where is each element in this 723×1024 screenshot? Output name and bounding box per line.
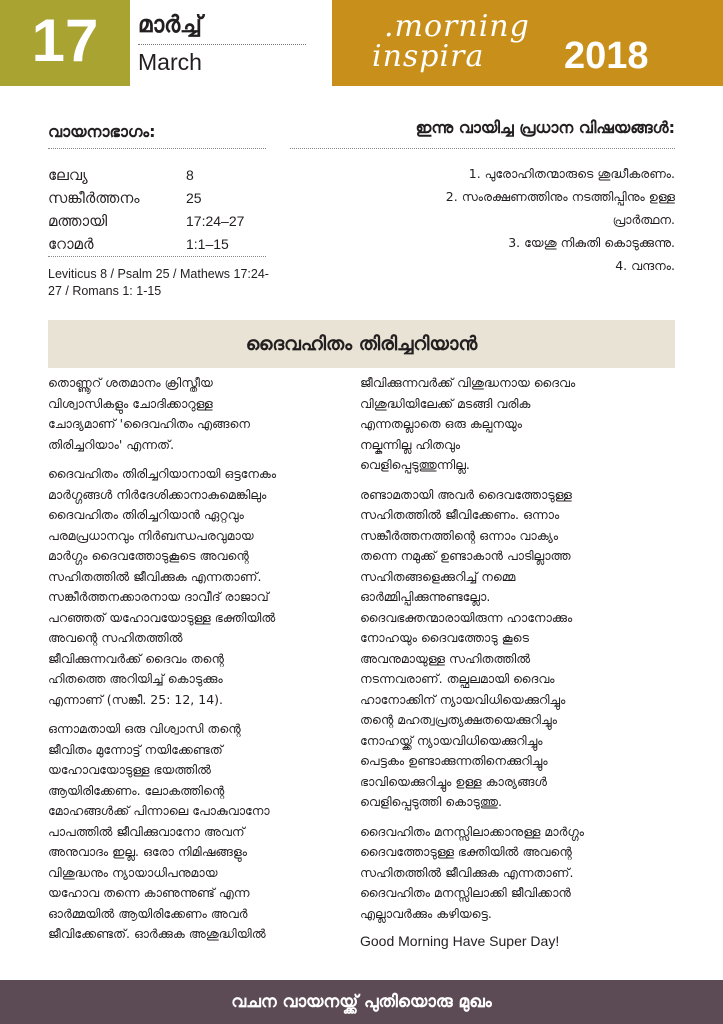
article-line: തന്നെ നമുക്ക് ഉണ്ടാകാൻ പാടില്ലാത്ത [360,548,571,563]
article-line: വിശുദ്ധിയിലേക്ക് മടങ്ങി വരിക [360,395,531,411]
month-malayalam: മാർച്ച് [138,12,202,38]
reading-row [48,186,278,209]
article-paragraph [48,719,338,945]
article-column-left [48,373,338,954]
english-readings-line: Leviticus 8 / Psalm 25 / Mathews 17:24- [48,267,269,281]
article-column-right [360,373,680,949]
reading-row [48,232,278,255]
article-line: അവനുമായുള്ള സഹിതത്തിൽ [360,650,531,666]
article-line: മാർഗ്ഗങ്ങൾ നിർദേശിക്കാനാകുമെങ്കിലും [48,486,267,502]
day-number: 17 [31,7,99,74]
article-line: ഒന്നാമതായി ഒരു വിശ്വാസി തന്റെ [48,721,241,736]
readings-divider [48,148,266,149]
article-line: സങ്കീർത്തനത്തിന്റെ ഒന്നാം വാക്യം [360,527,559,543]
article-title: ദൈവഹിതം തിരിച്ചറിയാൻ [245,333,478,355]
article-line: വെളിപ്പെടുത്തി കൊടുത്തു. [360,794,503,809]
article-line: വിശ്വാസികളും ചോദിക്കാറുള്ള [48,395,213,411]
article-line: ദൈവഹിതം മനസ്സിലാക്കി ജീവിക്കാൻ [360,885,571,900]
topic-item: പ്രാർത്ഥന. [612,212,675,227]
article-line: ദൈവഹിതം തിരിച്ചറിയാനായി ഒട്ടനേകം [48,466,277,481]
article-line: സഹിതങ്ങളെക്കുറിച്ച് നമ്മെ [360,568,516,584]
article-line: ജീവിക്കേണ്ടത്. ഓർക്കുക അശുദ്ധിയിൽ [48,926,266,941]
article-line: തന്റെ മഹത്വപ്രത്യക്ഷതയെക്കുറിച്ചും [360,712,557,727]
article-line: പരമപ്രധാനവും നിർബന്ധപരവുമായ [48,527,254,543]
reading-book: ലേവ്യ [48,165,88,184]
brand-logo-inspira: inspira [372,39,485,74]
english-readings [48,266,328,300]
article-line: അവന്റെ സഹിതത്തിൽ [48,630,183,645]
article-line: ജീവിക്കുന്നവർക്ക് വിശുദ്ധനായ ദൈവം [360,375,576,390]
article-line: സഹിതത്തിൽ ജീവിക്കുക എന്നതാണ്. [360,864,574,880]
topic-item: 2. സംരക്ഷണത്തിനും നടത്തിപ്പിനും ഉള്ള [445,189,675,204]
article-line: യഹോവ തന്നെ കാണുന്നുണ്ട് എന്ന [48,885,250,900]
article-paragraph [48,373,338,455]
article-line: ഓർമ്മയിൽ ആയിരിക്കേണം അവർ [48,905,248,921]
reading-book: റോമർ [48,234,94,253]
page-footer [0,980,723,1024]
article-line: വെളിപ്പെടുത്തുന്നില്ല. [360,457,470,472]
topic-item: 3. യേശു നികുതി കൊടുക്കുന്നു. [508,235,675,250]
topic-item: 4. വന്ദനം. [615,258,675,273]
article-line: സഹിതത്തിൽ ജീവിക്കേണം. ഒന്നാം [360,507,560,522]
closing-greeting: Good Morning Have Super Day! [360,933,560,949]
article-line: തൊണ്ണൂറ് ശതമാനം ക്രിസ്തീയ [48,375,213,390]
article-line: ചോദ്യമാണ് 'ദൈവഹിതം എങ്ങനെ [48,416,250,431]
article-paragraph [360,822,680,925]
month-english: March [138,49,202,75]
article-line: മാർഗ്ഗം ദൈവത്തോടുകൂടെ അവന്റെ [48,548,249,563]
article-line: നടന്നവരാണ്. തല്ഫലമായി ദൈവം [360,671,555,686]
reading-row [48,163,278,186]
article-line: നോഹയും ദൈവത്തോടു കൂടെ [360,630,529,645]
article-paragraph [360,485,680,813]
page-header [0,0,723,86]
topics-list [320,162,675,277]
date-box [0,0,130,86]
topics-heading: ഇന്നു വായിച്ച പ്രധാന വിഷയങ്ങൾ: [415,118,675,137]
footer-tagline: വചന വായനയ്ക്ക് പുതിയൊരു മുഖം [231,992,492,1012]
article-line: ദൈവഭക്തന്മാരായിരുന്ന ഹാനോക്കും [360,609,573,625]
article-line: പറഞ്ഞത് യഹോവയോടുള്ള ഭക്തിയിൽ [48,609,276,625]
article-paragraph [360,373,680,476]
reading-book: സങ്കീർത്തനം [48,188,140,207]
article-line: സഹിതത്തിൽ ജീവിക്കുക എന്നതാണ്. [48,568,262,584]
article-line: എല്ലാവർക്കും കഴിയട്ടെ. [360,905,492,921]
article-line: സങ്കീർത്തനക്കാരനായ ദാവീദ് രാജാവ് [48,589,269,604]
article-line: ഭാവിയെക്കുറിച്ചും ഉള്ള കാര്യങ്ങൾ [360,773,547,789]
reading-book: മത്തായി [48,211,108,230]
article-line: ഹിതത്തെ അറിയിച്ച് കൊടുക്കും [48,671,223,686]
reading-ref: 17:24–27 [186,212,245,229]
article-line: പാപത്തിൽ ജീവിക്കുവാനോ അവന് [48,823,245,839]
article-line: അനുവാദം ഇല്ല. ഒരോ നിമിഷങ്ങളും [48,844,248,859]
article-line: ആയിരിക്കേണം. ലോകത്തിന്റെ [48,782,225,798]
article-line: രണ്ടാമതായി അവർ ദൈവത്തോടുള്ള [360,486,572,502]
article-line: നല്കുന്നില്ല ഹിതവും [360,436,461,452]
reading-ref: 1:1–15 [186,235,229,252]
english-readings-line: 27 / Romans 1: 1-15 [48,284,162,298]
article-line: വിശുദ്ധനും ന്യായാധിപനുമായ [48,864,218,880]
article-line: ഓർമ്മിപ്പിക്കുന്നുണ്ടല്ലോ. [360,589,491,604]
article-line: ജീവിക്കുന്നവർക്ക് ദൈവം തന്റെ [48,650,224,666]
article-line: ഹാനോക്കിന് ന്യായവിധിയെക്കുറിച്ചും [360,691,566,707]
brand-logo-morning: .morning [384,9,530,44]
readings-heading: വായനാഭാഗം: [48,122,156,141]
article-line: ദൈവത്തോടുള്ള ഭക്തിയിൽ അവന്റെ [360,844,572,859]
article-line: യഹോവയോടുള്ള ഭയത്തിൽ [48,762,211,777]
topics-divider [290,148,675,149]
article-line: ദൈവഹിതം തിരിച്ചറിയാൻ ഏറ്റവും [48,507,244,522]
reading-ref: 25 [186,189,202,206]
reading-ref: 8 [186,166,194,183]
topic-item: 1. പുരോഹിതന്മാരുടെ ശുദ്ധീകരണം. [468,166,675,181]
article-line: മോഹങ്ങൾക്ക് പിന്നാലെ പോകുവാനോ [48,803,270,818]
article-line: എന്നാണ് (സങ്കീ. 25: 12, 14). [48,691,223,707]
article-line: തിരിച്ചറിയാം' എന്നത്. [48,436,175,452]
article-paragraph [48,464,338,710]
reading-row [48,209,278,232]
article-title-bar [48,320,675,368]
brand-box [332,0,723,86]
article-line: ദൈവഹിതം മനസ്സിലാക്കാനുള്ള മാർഗ്ഗം [360,823,584,839]
article-line: എന്നതല്ലാതെ ഒരു കല്പനയും [360,416,522,431]
readings-bottom-divider [48,256,266,257]
article-line: പെട്ടകം ഉണ്ടാക്കുന്നതിനെക്കുറിച്ചും [360,753,548,768]
month-divider [138,44,306,45]
brand-year: 2018 [564,35,649,77]
article-line: ജീവിതം മുന്നോട്ട് നയിക്കേണ്ടത് [48,741,223,757]
readings-list [48,163,278,255]
article-line: നോഹയ്ക്ക് ന്യായവിധിയെക്കുറിച്ചും [360,732,543,748]
